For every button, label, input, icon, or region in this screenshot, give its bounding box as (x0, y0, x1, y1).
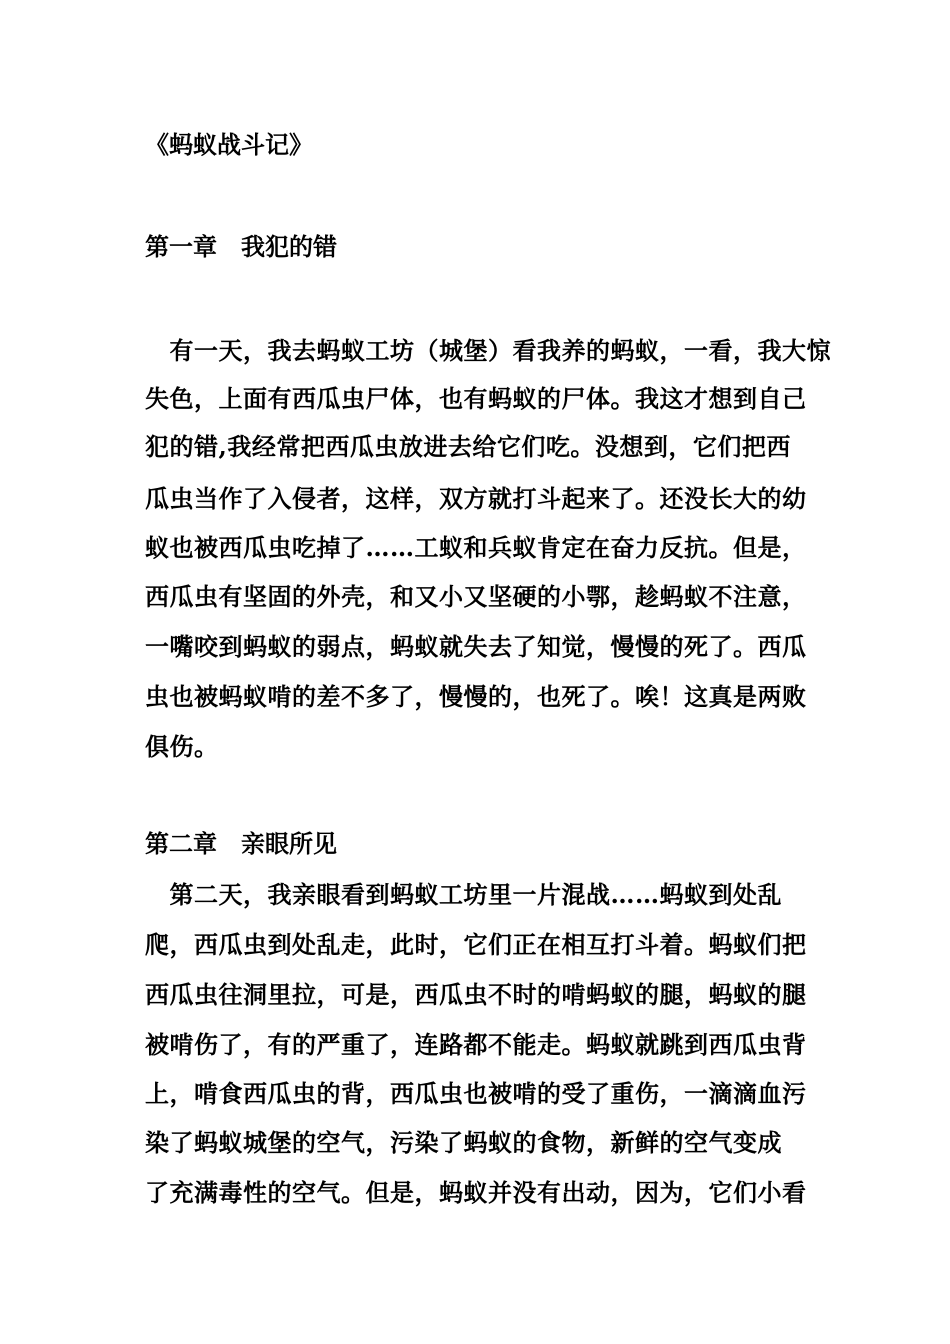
paragraph-line: 犯的错,我经常把西瓜虫放进去给它们吃。没想到，它们把西 (145, 432, 791, 461)
chapter-1-heading: 第一章 我犯的错 (145, 232, 337, 261)
paragraph-line: 虫也被蚂蚁啃的差不多了，慢慢的，也死了。唉！这真是两败 (145, 682, 807, 711)
paragraph-line: 爬，西瓜虫到处乱走，此时，它们正在相互打斗着。蚂蚁们把 (145, 930, 807, 959)
paragraph-line: 上，啃食西瓜虫的背，西瓜虫也被啃的受了重伤，一滴滴血污 (145, 1079, 807, 1108)
paragraph-line: 西瓜虫有坚固的外壳，和又小又坚硬的小鄂，趁蚂蚁不注意， (145, 582, 807, 611)
document-title: 《蚂蚁战斗记》 (145, 130, 313, 159)
paragraph-line: 西瓜虫往洞里拉，可是，西瓜虫不时的啃蚂蚁的腿，蚂蚁的腿 (145, 980, 807, 1009)
paragraph-line: 失色，上面有西瓜虫尸体，也有蚂蚁的尸体。我这才想到自己 (145, 384, 807, 413)
paragraph-line: 被啃伤了，有的严重了，连路都不能走。蚂蚁就跳到西瓜虫背 (145, 1030, 807, 1059)
chapter-2-heading: 第二章 亲眼所见 (145, 829, 337, 858)
paragraph-line: 染了蚂蚁城堡的空气，污染了蚂蚁的食物，新鲜的空气变成 (145, 1128, 782, 1157)
paragraph-line: 了充满毒性的空气。但是，蚂蚁并没有出动，因为，它们小看 (145, 1178, 807, 1207)
paragraph-line: 蚁也被西瓜虫吃掉了……工蚁和兵蚁肯定在奋力反抗。但是， (145, 533, 807, 562)
paragraph-line: 瓜虫当作了入侵者，这样，双方就打斗起来了。还没长大的幼 (145, 484, 807, 513)
paragraph-line: 俱伤。 (145, 732, 219, 761)
paragraph-line: 第二天，我亲眼看到蚂蚁工坊里一片混战……蚂蚁到处乱 (145, 880, 782, 909)
paragraph-line: 有一天，我去蚂蚁工坊（城堡）看我养的蚂蚁，一看，我大惊 (145, 336, 831, 365)
paragraph-line: 一嘴咬到蚂蚁的弱点，蚂蚁就失去了知觉，慢慢的死了。西瓜 (145, 632, 807, 661)
